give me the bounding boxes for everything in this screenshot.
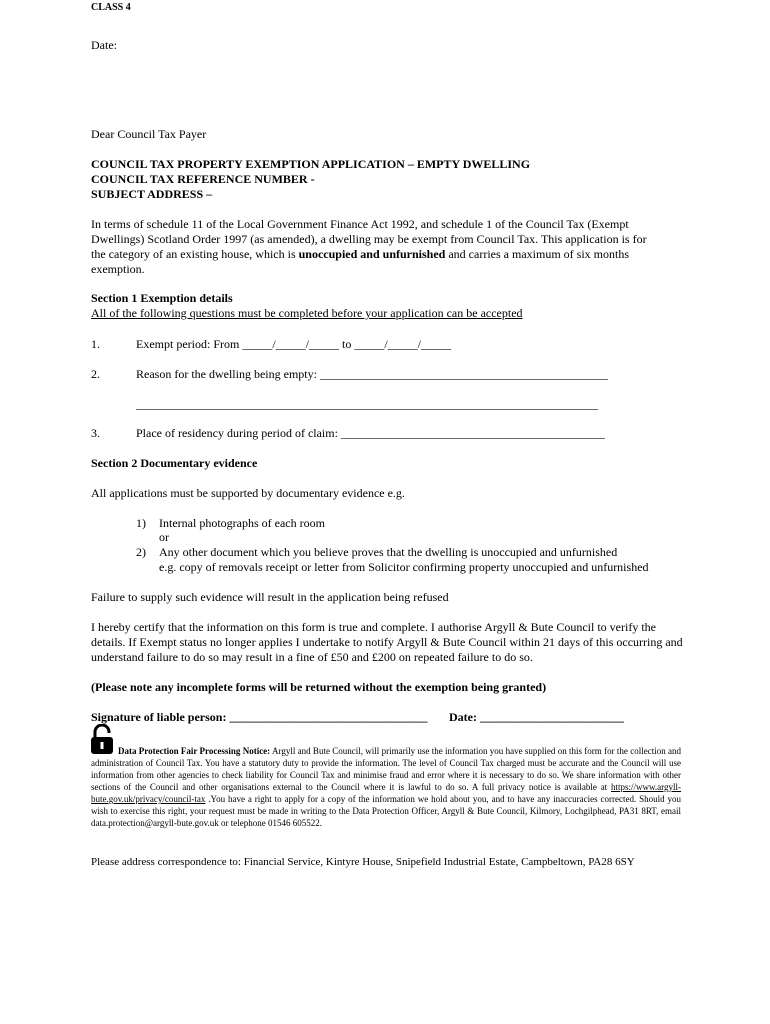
item-number: 2. bbox=[91, 367, 100, 381]
evidence-item: Internal photographs of each room bbox=[159, 516, 325, 530]
section1-heading: Section 1 Exemption details bbox=[91, 291, 233, 305]
correspondence-address: Please address correspondence to: Financial Service, Kintyre House, Snipefield Industrial Estate, Campbeltown, PA28 6SY bbox=[91, 856, 635, 868]
reason-field[interactable]: Reason for the dwelling being empty: ________________________________________________ bbox=[136, 367, 608, 381]
section2-intro: All applications must be supported by documentary evidence e.g. bbox=[91, 486, 405, 500]
item-number: 3. bbox=[91, 426, 100, 440]
signature-date-field[interactable]: Date: ________________________ bbox=[449, 710, 624, 724]
date-label: Date: bbox=[91, 38, 117, 52]
signature-field[interactable]: Signature of liable person: _________________________________ bbox=[91, 710, 428, 724]
evidence-item: Any other document which you believe proves that the dwelling is unoccupied and unfurnished bbox=[159, 545, 618, 559]
evidence-example: e.g. copy of removals receipt or letter from Solicitor confirming property unoccupied and unfurnished bbox=[159, 560, 649, 574]
evidence-number: 2) bbox=[136, 545, 146, 559]
title-application: COUNCIL TAX PROPERTY EXEMPTION APPLICATION – EMPTY DWELLING bbox=[91, 157, 531, 171]
exempt-period-field[interactable]: Exempt period: From _____/_____/_____ to _____/_____/_____ bbox=[136, 337, 451, 351]
privacy-link[interactable]: https://www.argyll-bute.gov.uk/privacy/council-tax bbox=[91, 782, 681, 804]
failure-text: Failure to supply such evidence will result in the application being refused bbox=[91, 590, 449, 604]
data-protection-body-end: .You have a right to apply for a copy of the information we hold about you, and to have any inaccuracies corrected. Should you wish to exercise this right, your request must be made in writing to the Data Protection Officer, Argyll & Bute Council, Kilmory, Lochgilphead, PA31 8RT, email data.protection@argyll-bute.gov.uk or telephone 01546 605522. bbox=[91, 794, 681, 828]
intro-paragraph bbox=[91, 217, 657, 277]
intro-text: In terms of schedule 11 of the Local Government Finance Act 1992, and schedule 1 of the Council Tax (Exempt Dwellings) Scotland Order 1997 (as amended), a dwelling may be exempt from Council Tax. This application is for the category of an existing house, which is bbox=[91, 217, 647, 261]
class-label: CLASS 4 bbox=[91, 2, 131, 13]
intro-text-end: and carries a maximum of six months exemption. bbox=[91, 247, 629, 276]
data-protection-heading: Data Protection Fair Processing Notice: bbox=[118, 746, 271, 756]
evidence-or: or bbox=[159, 530, 169, 544]
residency-field[interactable]: Place of residency during period of claim: ____________________________________________ bbox=[136, 426, 605, 440]
note-text: (Please note any incomplete forms will be returned without the exemption being granted) bbox=[91, 680, 547, 694]
data-protection-body: Argyll and Bute Council, will primarily use the information you have supplied on this form for the collection and administration of Council Tax. You have a statutory duty to provide the information. The level of Council Tax charged must be accurate and the Council will use information from other agencies to check liability for Council Tax and minimise fraud and error where it is necessary to do so. We share information with other sections of the Council and other organisations external to the Council where it is lawful to do so. A full privacy notice is available at bbox=[91, 746, 681, 792]
evidence-number: 1) bbox=[136, 516, 146, 530]
title-reference: COUNCIL TAX REFERENCE NUMBER - bbox=[91, 172, 315, 186]
section2-heading: Section 2 Documentary evidence bbox=[91, 456, 258, 470]
salutation: Dear Council Tax Payer bbox=[91, 127, 207, 141]
intro-emphasis: unoccupied and unfurnished bbox=[298, 247, 446, 261]
certify-paragraph: I hereby certify that the information on this form is true and complete. I authorise Argyll & Bute Council to verify the details. If Exempt status no longer applies I undertake to notify Argyll & Bute Council within 21 days of this occurring and understand failure to do so may result in a fine of £50 and £200 on repeated failure to do so. bbox=[91, 620, 683, 664]
item-number: 1. bbox=[91, 337, 100, 351]
section1-subheading: All of the following questions must be completed before your application can be accepted bbox=[91, 306, 523, 320]
data-protection-notice bbox=[91, 745, 681, 829]
reason-field-continued[interactable]: _____________________________________________________________________________ bbox=[136, 397, 598, 411]
title-address: SUBJECT ADDRESS – bbox=[91, 187, 213, 201]
